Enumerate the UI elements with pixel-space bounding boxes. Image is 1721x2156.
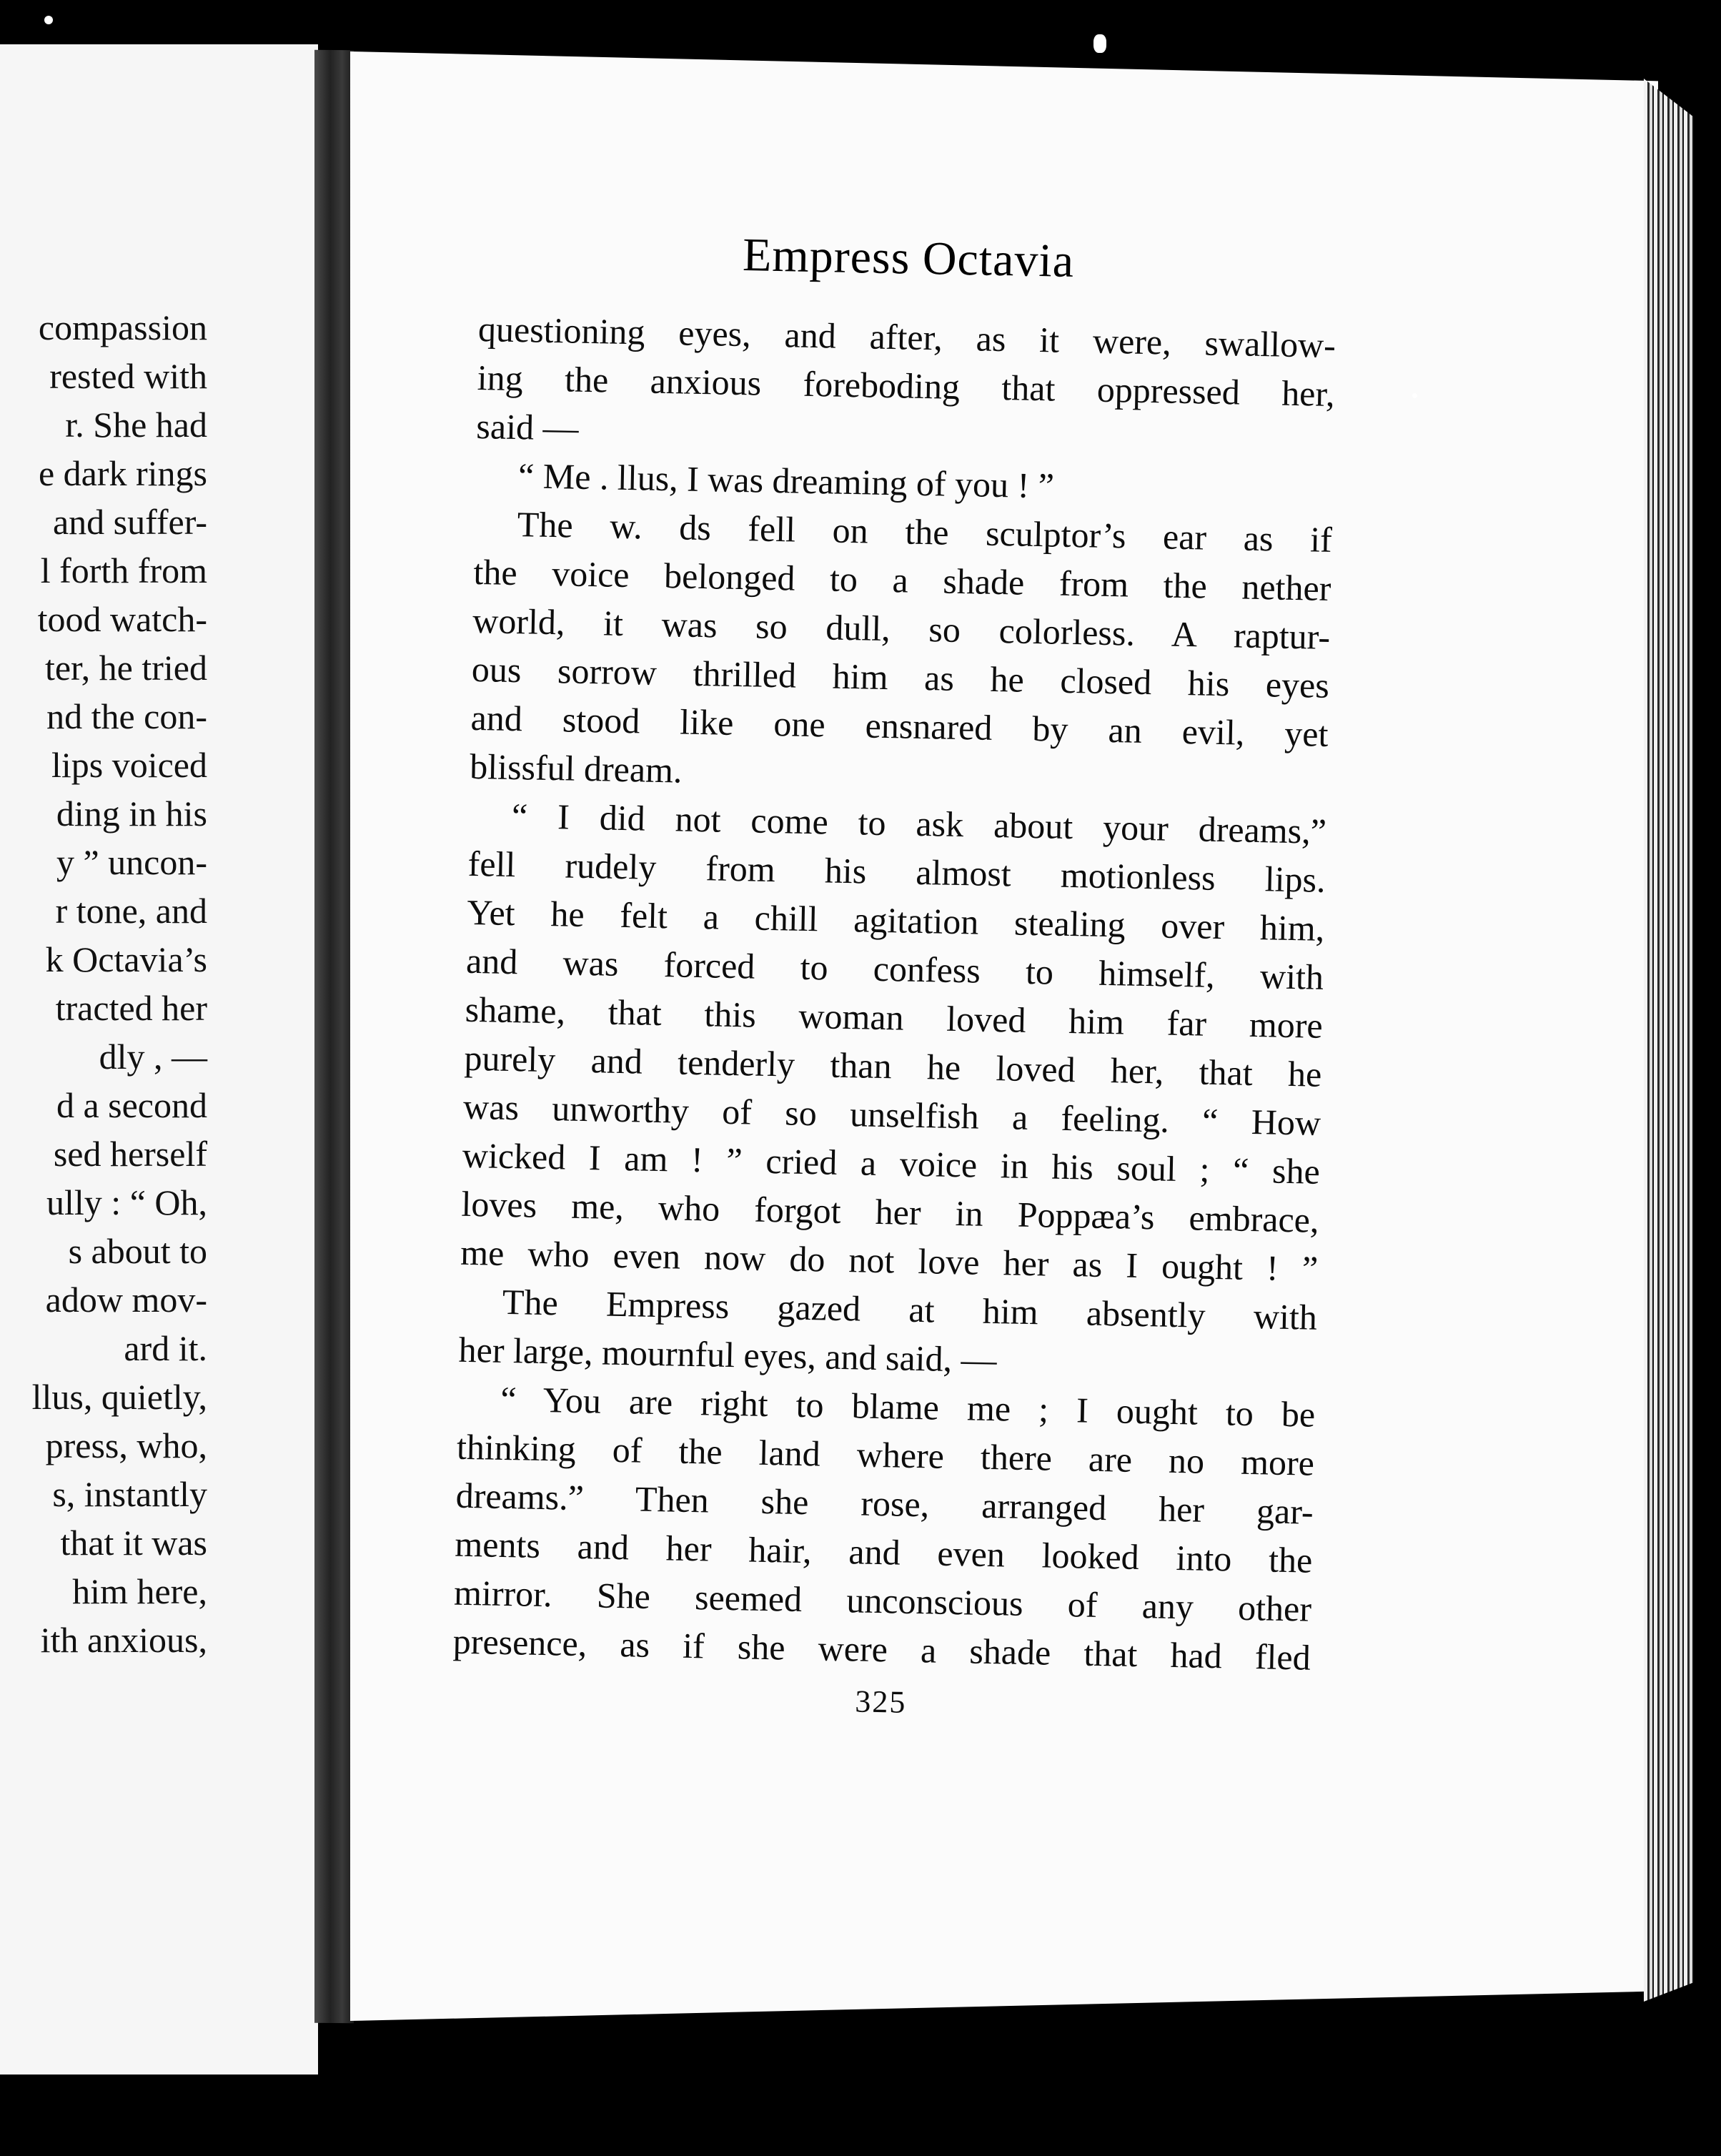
left-text-line: him here, bbox=[72, 1571, 207, 1611]
left-text-line: compassion bbox=[38, 307, 207, 347]
text-line: presence, as if she were a shade that had fled bbox=[452, 1621, 1311, 1678]
left-text-line: sed herself bbox=[53, 1134, 207, 1174]
text-line: purely and tenderly than he loved her, that he bbox=[464, 1037, 1322, 1094]
text-line: blissful dream. bbox=[469, 746, 683, 791]
left-text-line: rested with bbox=[49, 356, 207, 396]
left-text-line: ter, he tried bbox=[44, 648, 207, 688]
left-text-line: dly , — bbox=[99, 1037, 207, 1077]
left-text-line: r. She had bbox=[65, 405, 207, 445]
left-text-line: that it was bbox=[60, 1523, 207, 1563]
text-line: “ Me . llus, I was dreaming of you ! ” bbox=[517, 455, 1055, 506]
scan-speck bbox=[1093, 34, 1106, 53]
left-text-line: ding in his bbox=[56, 793, 207, 834]
text-line: said — bbox=[475, 405, 580, 448]
left-text-line: nd the con- bbox=[46, 696, 207, 736]
left-page bbox=[0, 44, 318, 2075]
running-head: Empress Octavia bbox=[742, 229, 1075, 287]
scan-speck bbox=[44, 16, 53, 24]
text-line: world, it was so dull, so colorless. A raptur- bbox=[472, 600, 1331, 657]
left-text-line: tracted her bbox=[55, 988, 207, 1028]
left-text-line: k Octavia’s bbox=[45, 939, 207, 979]
text-line: thinking of the land where there are no more bbox=[456, 1426, 1315, 1483]
text-line: questioning eyes, and after, as it were, swallow- bbox=[477, 308, 1336, 366]
text-line: loves me, who forgot her in Poppæa’s embrace, bbox=[461, 1183, 1319, 1240]
left-text-line: lips voiced bbox=[51, 745, 207, 785]
left-text-line: ully : “ Oh, bbox=[46, 1182, 207, 1222]
left-text-line: y ” uncon- bbox=[56, 842, 207, 882]
left-text-line: r tone, and bbox=[55, 891, 207, 931]
page-edges bbox=[1644, 79, 1694, 2002]
text-line: was unworthy of so unselfish a feeling. “ How bbox=[462, 1086, 1321, 1143]
page-body-text bbox=[452, 305, 1336, 1682]
text-line: and was forced to confess to himself, with bbox=[465, 940, 1324, 997]
left-text-line: press, who, bbox=[45, 1425, 207, 1465]
left-text-line: adow mov- bbox=[45, 1280, 207, 1320]
left-page-text bbox=[0, 303, 207, 1664]
text-line: mirror. She seemed unconscious of any other bbox=[453, 1572, 1312, 1629]
text-line: her large, mournful eyes, and said, — bbox=[458, 1329, 998, 1380]
left-text-line: e dark rings bbox=[38, 453, 207, 493]
text-line: ous sorrow thrilled him as he closed his eyes bbox=[471, 648, 1330, 706]
right-page-content bbox=[452, 222, 1338, 1732]
left-text-line: s, instantly bbox=[52, 1474, 207, 1514]
scan-speck bbox=[1412, 393, 1417, 398]
text-line: shame, that this woman loved him far more bbox=[465, 989, 1324, 1046]
text-line: me who even now do not love her as I ought ! ” bbox=[460, 1232, 1319, 1289]
text-line: dreams.” Then she rose, arranged her gar- bbox=[455, 1475, 1314, 1532]
left-text-line: llus, quietly, bbox=[31, 1377, 207, 1417]
text-line: and stood like one ensnared by an evil, yet bbox=[470, 697, 1329, 754]
left-text-line: ith anxious, bbox=[40, 1620, 207, 1660]
text-line: ing the anxious foreboding that oppressed her, bbox=[477, 357, 1336, 414]
text-line: wicked I am ! ” cried a voice in his soul ; “ she bbox=[462, 1134, 1321, 1192]
book-gutter bbox=[314, 50, 354, 2024]
text-line: “ I did not come to ask about your dreams,” bbox=[511, 796, 1327, 851]
left-text-line: d a second bbox=[56, 1085, 207, 1125]
page-number: 325 bbox=[854, 1683, 907, 1720]
left-text-line: s about to bbox=[68, 1231, 207, 1271]
text-line: fell rudely from his almost motionless lips. bbox=[467, 843, 1326, 900]
text-line: ments and her hair, and even looked into the bbox=[454, 1523, 1313, 1581]
left-text-line: ard it. bbox=[124, 1328, 207, 1368]
text-line: The Empress gazed at him absently with bbox=[502, 1281, 1318, 1337]
left-text-line: l forth from bbox=[40, 550, 207, 590]
text-line: “ You are right to blame me ; I ought to be bbox=[500, 1378, 1316, 1435]
left-text-line: and suffer- bbox=[52, 502, 207, 542]
text-line: The w. ds fell on the sculptor’s ear as if bbox=[517, 504, 1333, 560]
left-text-line: tood watch- bbox=[37, 599, 207, 639]
text-line: the voice belonged to a shade from the nether bbox=[473, 551, 1331, 608]
text-line: Yet he felt a chill agitation stealing over him, bbox=[466, 891, 1325, 949]
